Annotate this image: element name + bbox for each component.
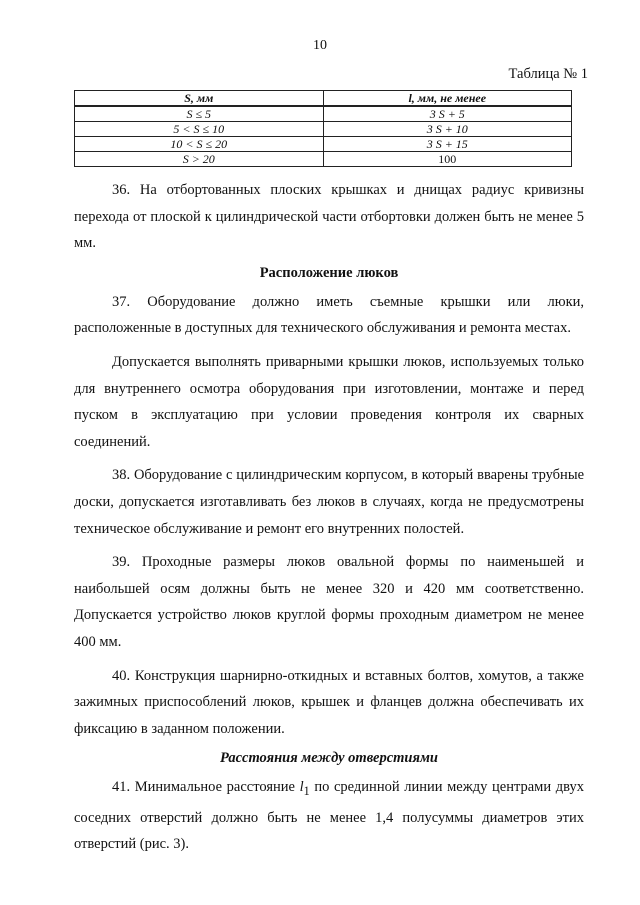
heading-distances: Расстояния между отверстиями [220,750,438,767]
table-cell: S ≤ 5 [75,106,324,122]
paragraph-39: 39. Проходные размеры люков овальной формы по наименьшей и наибольшей осям должны быть не менее 320 и 420 мм соответственно. Допускается устройство люков круглой формы проходным диаметром не менее 400 мм. [74,554,584,650]
table-cell: 10 < S ≤ 20 [75,137,324,152]
table-caption: Таблица № 1 [508,66,588,82]
paragraph-38: 38. Оборудование с цилиндрическим корпусом, в который вварены трубные доски, допускается изготавливать без люков в случаях, когда не предусмотрены техническое обслуживание и ремонт его внутренних полостей. [74,467,584,537]
table-row [75,106,572,122]
table-cell: 5 < S ≤ 10 [75,122,324,137]
variable-l: l [299,779,304,796]
variable-l-subscript: 1 [303,784,310,799]
table-header-s: S, мм [75,91,324,107]
table-row [75,122,572,137]
paragraph-36: 36. На отбортованных плоских крышках и днищах радиус кривизны перехода от плоской к цилиндрической части отбортовки должен быть не менее 5 мм. [74,182,584,252]
table-cell: 3 S + 5 [323,106,572,122]
paragraph-37b: Допускается выполнять приварными крышки люков, используемых только для внутреннего осмотра оборудования при изготовлении, монтаже и перед пуском в эксплуатацию при условии проведения контроля их сварных соединений. [74,353,584,450]
table-row [75,137,572,152]
page-number: 10 [313,38,327,53]
paragraph-41-end: по срединной линии между центрами двух соседних отверстий должно быть не менее 1,4 полусуммы диаметров этих отверстий (рис. 3). [74,779,584,853]
heading-hatches: Расположение люков [259,264,399,281]
table-cell: 100 [323,152,572,167]
table-header-l: l, мм, не менее [323,91,572,107]
table-cell: S > 20 [75,152,324,167]
paragraph-37: 37. Оборудование должно иметь съемные крышки или люки, расположенные в доступных для технического обслуживания и ремонта местах. [74,293,584,337]
table-header-row [75,91,572,107]
spec-table [74,90,572,167]
paragraph-41-start: 41. Минимальное расстояние [112,779,300,796]
document-body [74,177,584,858]
paragraph-41 [74,774,584,858]
table-cell: 3 S + 15 [323,137,572,152]
table-cell: 3 S + 10 [323,122,572,137]
table-row [75,152,572,167]
paragraph-40: 40. Конструкция шарнирно-откидных и вставных болтов, хомутов, а также зажимных приспособлений люков, крышек и фланцев должна обеспечивать их фиксацию в заданном положении. [74,667,584,737]
